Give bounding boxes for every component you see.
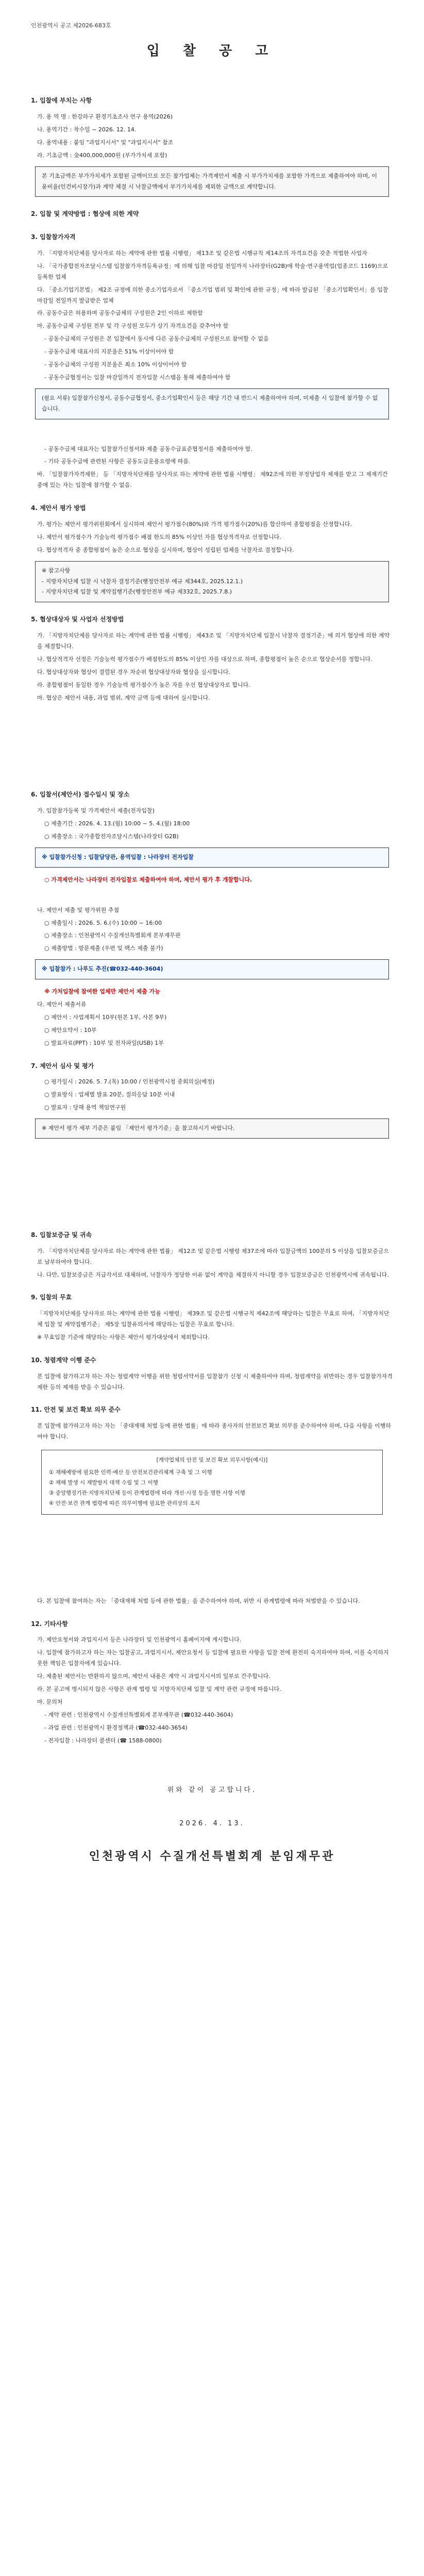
s12-item: 라. 본 공고에 명시되지 않은 사항은 관계 법령 및 지방자치단체 입찰 및 계약 관련 규정에 따릅니다. xyxy=(37,1685,281,1692)
section-9-title: 9. 입찰의 무효 xyxy=(31,1294,72,1301)
s4-item: 가. 평가는 제안서 평가위원회에서 실시하며 제안서 평가점수(80%)와 가격 평가점수(20%)를 합산하여 종합평점을 산정합니다. xyxy=(37,520,352,528)
s12-item: 나. 입찰에 참가하고자 하는 자는 입찰공고, 과업지시서, 제안요청서 등 입찰에 필요한 사항을 입찰 전에 완전히 숙지하여야 하며, 이를 숙지하지 못한 책임은 입찰자에게 있습니다. xyxy=(37,1649,389,1667)
s6-a-item: ○ 제출기간 : 2026. 4. 13.(월) 10:00 ~ 5. 4.(월) 18:00 xyxy=(44,820,190,827)
s4-item: 다. 협상적격자 중 종합평점이 높은 순으로 협상을 실시하며, 협상이 성립된 업체를 낙찰자로 결정합니다. xyxy=(37,546,294,553)
s6-b-item: ○ 제출장소 : 인천광역시 수질개선특별회계 본부재무관 xyxy=(44,932,181,939)
s6-sub-a: 가. 입찰참가등록 및 가격제안서 제출(전자입찰) xyxy=(37,807,155,815)
s7-item: ○ 발표자 : 당해 용역 책임연구원 xyxy=(44,1104,126,1111)
s6-c-item: ○ 제안서 : 사업계획서 10부(원본 1부, 사본 9부) xyxy=(44,1013,167,1021)
s11-warn-item: ① 재해예방에 필요한 인력·예산 등 안전보건관리체계 구축 및 그 이행 xyxy=(49,1469,212,1476)
s11-warn-item: ③ 중앙행정기관·지방자치단체 등이 관계법령에 따라 개선·시정 등을 명한 사항 이행 xyxy=(49,1489,245,1496)
s6-a-item: ○ 제출장소 : 국가종합전자조달시스템(나라장터 G2B) xyxy=(44,833,179,840)
s3-more: 바. 「입찰참가자격제한」 등 「지방자치단체를 당사자로 하는 계약에 관한 법률 시행령」 제92조에 의한 부정당업자 제재를 받고 그 제재기간 중에 있는 자는 입찰에 참가할 수 없음. xyxy=(37,471,388,489)
issuer-name: 인천광역시 수질개선특별회계 분임재무관 xyxy=(89,1850,335,1863)
s8-item: 나. 다만, 입찰보증금은 지급각서로 대체하며, 낙찰자가 정당한 이유 없이 계약을 체결하지 아니할 경우 입찰보증금은 인천광역시에 귀속됩니다. xyxy=(37,1271,389,1278)
s6-c-item: ○ 발표자료(PPT) : 10부 및 전자파일(USB) 1부 xyxy=(44,1039,164,1046)
s3-item: 나. 「국가종합전자조달시스템 입찰참가자격등록규정」에 의해 입찰 마감일 전일까지 나라장터(G2B)에 학술·연구용역업(업종코드 1169)으로 등록한 업체 xyxy=(37,262,388,280)
section-3-title: 3. 입찰참가자격 xyxy=(31,233,76,241)
section-7-title: 7. 제안서 심사 및 평가 xyxy=(31,1062,94,1070)
section-12-title: 12. 기타사항 xyxy=(31,1620,68,1628)
section-1-title: 1. 입찰에 부치는 사항 xyxy=(31,97,92,105)
section-11-title: 11. 안전 및 보건 확보 의무 준수 xyxy=(31,1406,121,1414)
s3-item: 다. 「중소기업기본법」 제2조 규정에 의한 중소기업자로서 「중소기업 범위 및 확인에 관한 규정」에 따라 발급된 「중소기업확인서」를 입찰 마감일 전일까지 발급받은 업체 xyxy=(37,286,388,304)
s3-more: - 공동수급체 대표자는 입찰참가신청서와 제출 공동수급표준협정서를 제출하여야 함. xyxy=(44,445,252,452)
s1-box: 본 기초금액은 부가가치세가 포함된 금액이므로 모든 참가업체는 가격제안서 제출 시 부가가치세를 포함한 가격으로 제출하여야 하며, 이윤비율(인건비시장가)과 계약 체결 시 낙찰금액에서 부가가치세를 제외한 금액으로 계약합니다. xyxy=(35,166,389,197)
s3-item: 라. 공동수급은 허용하며 공동수급체의 구성원은 2인 이하로 제한함 xyxy=(37,310,203,317)
s5-item: 나. 협상적격자 선정은 기술능력 평가점수가 배점한도의 85% 이상인 자를 대상으로 하며, 종합평점이 높은 순으로 협상순서를 정합니다. xyxy=(37,655,372,663)
s11-warn-item: ② 재해 발생 시 재발방지 대책 수립 및 그 이행 xyxy=(49,1479,158,1486)
s6-b-box-text: ※ 입찰참가 : 나루도 추진(☎032-440-3604) xyxy=(42,965,163,973)
s4-box-title: ※ 참고사항 xyxy=(42,567,71,574)
section-10-title: 10. 청렴계약 이행 준수 xyxy=(31,1356,96,1364)
s10-item: 본 입찰에 참가하고자 하는 자는 청렴계약 이행을 위한 청렴서약서를 입찰참가 신청 시 제출하여야 하며, 청렴계약을 위반하는 경우 입찰참가자격 제한 등의 제재를 받을 수 있습니다. xyxy=(37,1372,393,1391)
s6-a-box xyxy=(35,848,389,868)
s4-box xyxy=(35,561,389,603)
s6-sub-b: 나. 제안서 제출 및 평가위원 추첨 xyxy=(37,906,120,913)
s12-item: 가. 제안요청서와 과업지시서 등은 나라장터 및 인천광역시 홈페이지에 게시합니다. xyxy=(37,1636,242,1643)
s6-b-note: ※ 가처입찰에 참여한 업체만 제안서 제출 가능 xyxy=(44,988,160,995)
section-8-title: 8. 입찰보증금 및 귀속 xyxy=(31,1231,92,1239)
s1-item: 가. 용 역 명 : 한강하구 환경기초조사 연구 용역(2026) xyxy=(37,113,173,121)
s5-item: 라. 종합평점이 동일한 경우 기술능력 평가점수가 높은 자를 우선 협상대상자로 합니다. xyxy=(37,681,250,688)
s11-warn-box xyxy=(41,1450,383,1515)
s6-b-box xyxy=(35,959,389,979)
s7-item: ○ 발표방식 : 업체별 발표 20분, 질의응답 10분 이내 xyxy=(44,1091,175,1098)
s4-item: 나. 제안서 평가점수가 기술능력 평가점수 배점 한도의 85% 이상인 자를 협상적격자로 선정합니다. xyxy=(37,533,281,540)
s3-box: (필요 서류) 입찰참가신청서, 공동수급협정서, 중소기업확인서 등은 해당 기간 내 반드시 제출하여야 하며, 미제출 시 입찰에 참가할 수 없습니다. xyxy=(35,388,389,419)
s11-warn-item: ④ 안전·보건 관계 법령에 따른 의무이행에 필요한 관리상의 조치 xyxy=(49,1500,200,1506)
s1-item: 라. 기초금액 : 金400,000,000원 (부가가치세 포함) xyxy=(37,151,167,159)
s6-b-item: ○ 제출일시 : 2026. 5. 6.(수) 10:00 ~ 16:00 xyxy=(44,919,162,926)
s1-item: 다. 용역내용 : 붙임 "과업지시서" 및 "과업지시서" 참조 xyxy=(37,139,174,146)
s12-contacts-title: 마. 문의처 xyxy=(37,1698,63,1705)
s6-sub-c: 다. 제안서 제출서류 xyxy=(37,1001,87,1008)
section-4-title: 4. 제안서 평가 방법 xyxy=(31,504,86,512)
s3-subitem: - 공동수급체의 구성원은 본 입찰에서 동시에 다른 공동수급체의 구성원으로 참여할 수 없음 xyxy=(44,335,269,343)
s11-note: 다. 본 입찰에 참여하는 자는 「중대재해 처벌 등에 관한 법률」을 준수하여야 하며, 위반 시 관계법령에 따라 처벌받을 수 있습니다. xyxy=(37,1597,360,1604)
s3-subitem: - 공동수급체 대표사의 지분율은 51% 이상이어야 함 xyxy=(44,348,174,355)
s3-item: 가. 「지방자치단체를 당사자로 하는 계약에 관한 법률 시행령」 제13조 및 같은법 시행규칙 제14조의 자격요건을 갖춘 적법한 사업자 xyxy=(37,250,367,257)
s5-item: 가. 「지방자치단체를 당사자로 하는 계약에 관한 법률 시행령」 제43조 및 「지방자치단체 입찰시 낙찰자 결정기준」에 의거 협상에 의한 계약을 체결합니다. xyxy=(37,632,390,650)
section-2-title: 2. 입찰 및 계약방법 : 협상에 의한 계약 xyxy=(31,210,139,218)
s12-item: 다. 제출된 제안서는 반환하지 않으며, 제안서 내용은 계약 시 과업지시서의 일부로 간주합니다. xyxy=(37,1673,270,1680)
s6-a-note: ○ 가격제안서는 나라장터 전자입찰로 제출하여야 하며, 제안서 평가 후 개찰합니다. xyxy=(44,876,252,883)
s6-c-item: ○ 제안요약서 : 10부 xyxy=(44,1026,97,1033)
notice-number: 인천광역시 공고 제2026-683호 xyxy=(31,22,111,29)
s12-contact: - 전자입찰 : 나라장터 콜센터 (☎ 1588-0800) xyxy=(44,1737,162,1744)
page-title: 입 찰 공 고 xyxy=(146,43,278,59)
s11-warn-title: [계약업체의 안전 및 보건 확보 의무사항(예시)] xyxy=(156,1457,268,1464)
s8-item: 가. 「지방자치단체를 당사자로 하는 계약에 관한 법률」 제12조 및 같은법 시행령 제37조에 따라 입찰금액의 100분의 5 이상을 입찰보증금으로 납부하여야 합니다. xyxy=(37,1247,389,1265)
closing-text: 위와 같이 공고합니다. xyxy=(167,1786,257,1794)
s11-item: 본 입찰에 참가하고자 하는 자는 「중대재해 처벌 등에 관한 법률」에 따라 종사자의 안전보건 확보 의무를 준수하여야 하며, 다음 사항을 이행하여야 합니다. xyxy=(37,1422,391,1440)
s4-box-item: - 지방자치단체 입찰 시 낙찰자 결정기준(행정안전부 예규 제344호, 2025.12.1.) xyxy=(42,578,243,585)
section-5-title: 5. 협상대상자 및 사업자 선정방법 xyxy=(31,616,124,623)
s5-item: 다. 협상대상자와 협상이 결렬된 경우 차순위 협상대상자와 협상을 실시합니다. xyxy=(37,668,230,675)
s5-item: 마. 협상은 제안서 내용, 과업 범위, 계약 금액 등에 대하여 실시합니다. xyxy=(37,694,210,701)
s7-item: ○ 평가일시 : 2026. 5. 7.(목) 10:00 / 인천광역시청 중회의실(예정) xyxy=(44,1078,215,1086)
s4-box-item: - 지방자치단체 입찰 및 계약집행기준(행정안전부 예규 제332호, 2025.7.8.) xyxy=(42,588,232,596)
s3-subitem: - 공동수급협정서는 입찰 마감일까지 전자입찰 시스템을 통해 제출하여야 함 xyxy=(44,374,231,381)
s3-item: 마. 공동수급체 구성원 전부 및 각 구성원 모두가 상기 자격요건을 갖추어야 함 xyxy=(37,323,229,330)
s1-item: 나. 용역기간 : 착수일 ~ 2026. 12. 14. xyxy=(37,126,137,133)
s3-more: - 기타 공동수급에 관련된 사항은 공동도급운용요령에 따름. xyxy=(44,458,191,465)
s3-subitem: - 공동수급체의 구성원 지분율은 최소 10% 이상이어야 함 xyxy=(44,361,187,368)
s7-box: ※ 제안서 평가 세부 기준은 붙임 「제안서 평가기준」을 참고하시기 바랍니다. xyxy=(35,1118,389,1139)
s9-item: ※ 무효입찰 기준에 해당하는 사항은 제안서 평가대상에서 제외합니다. xyxy=(37,1334,210,1341)
s6-a-box-text: ※ 입찰참가신청 : 입찰담당관, 용역입찰 : 나라장터 전자입찰 xyxy=(42,853,194,860)
s9-item: 「지방자치단체를 당사자로 하는 계약에 관한 법률 시행령」 제39조 및 같은법 시행규칙 제42조에 해당하는 입찰은 무효로 하며, 「지방자치단체 입찰 및 계약집행기준」 제5장 입찰유의서에 해당하는 입찰은 무효로 합니다. xyxy=(37,1310,389,1328)
s12-contact: - 계약 관련 : 인천광역시 수질개선특별회계 본부재무관 (☎032-440-3604) xyxy=(44,1711,233,1718)
s12-contact: - 과업 관련 : 인천광역시 환경정책과 (☎032-440-3654) xyxy=(44,1724,188,1731)
section-6-title: 6. 입찰서(제안서) 접수일시 및 장소 xyxy=(31,791,130,799)
s6-b-item: ○ 제출방법 : 방문제출 (우편 및 팩스 제출 불가) xyxy=(44,945,163,952)
notice-date: 2026. 4. 13. xyxy=(179,1820,245,1828)
